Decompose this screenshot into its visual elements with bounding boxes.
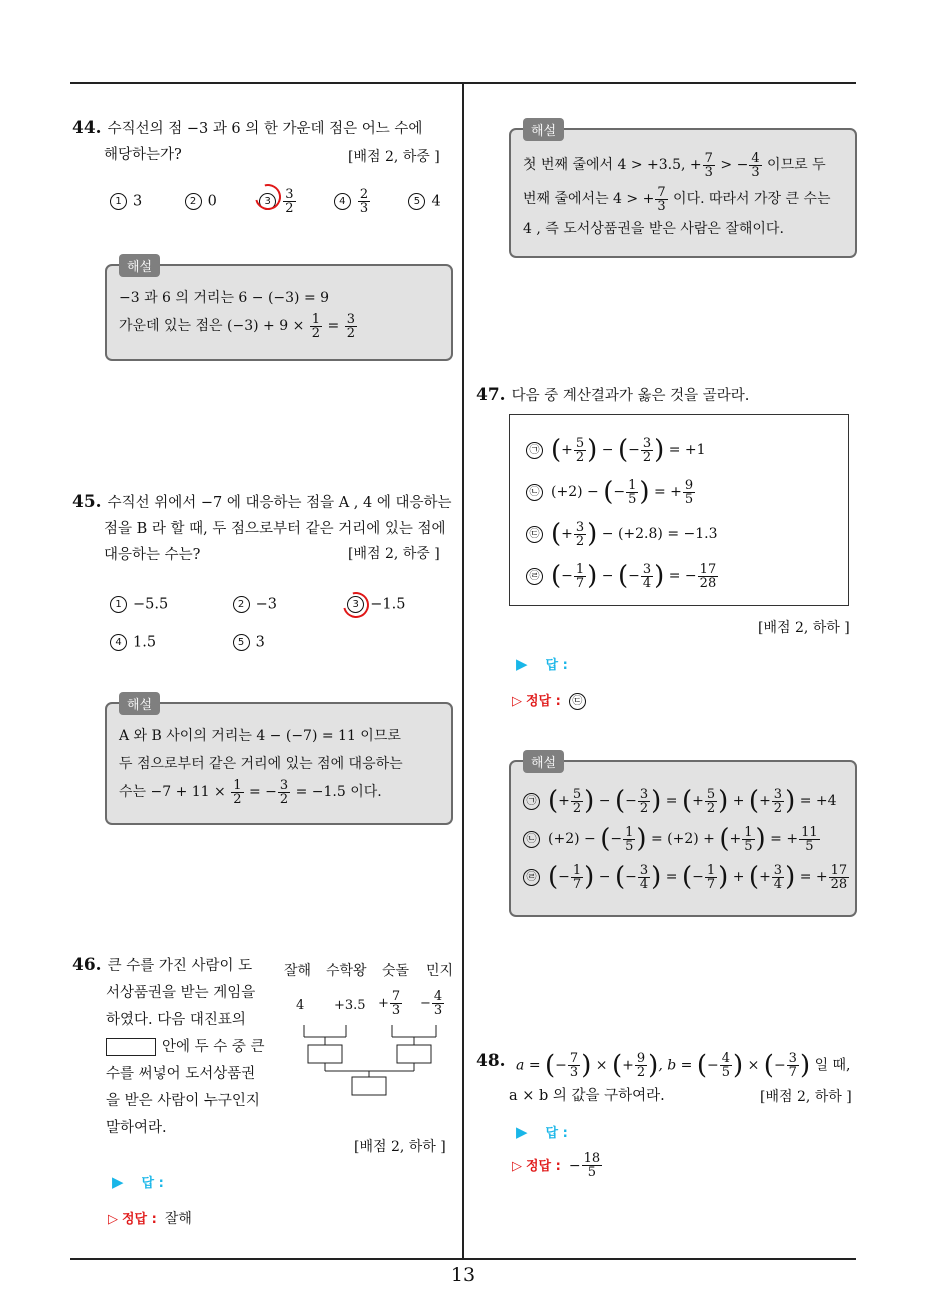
play-arrow-icon: ▶ — [516, 655, 528, 673]
bracket-blank[interactable] — [308, 1045, 342, 1063]
solution-line: 번째 줄에서는 4 > + $\frac{7}{3}$ 이다. 따라서 가장 큰 수는 — [523, 184, 831, 214]
q45-solution-box — [105, 698, 453, 825]
question-text: 점을 B 라 할 때, 두 점으로부터 같은 거리에 있는 점에 — [104, 521, 446, 537]
option-value: 0 — [207, 193, 217, 210]
question-text: 수직선의 점 −3 과 6 의 한 가운데 점은 어느 수에 — [107, 121, 423, 137]
option-marker: 1 — [110, 596, 127, 613]
option-marker: 5 — [408, 193, 425, 210]
answer-row[interactable]: ▶ 답 : — [112, 1173, 164, 1191]
score-meta: [배점 2, 하하 ] — [354, 1139, 446, 1155]
tournament-bracket — [300, 1025, 450, 1105]
option-2[interactable] — [185, 193, 255, 210]
player-name: 민지 — [426, 963, 454, 979]
bracket-blank[interactable] — [397, 1045, 431, 1063]
expression-row: ㉠ (+ $\frac{5}{2}$ ) − (− $\frac{3}{2}$ ) = +1 — [526, 429, 832, 471]
question-text: a × b 의 값을 구하여라. — [509, 1088, 665, 1104]
question-text: 수를 써넣어 도서상품권 — [106, 1066, 256, 1082]
fraction: $\frac{2}{3}$ — [359, 187, 369, 216]
option-marker: 3 — [259, 193, 276, 210]
option-value: 4 — [431, 193, 441, 210]
outline-arrow-icon: ▷ — [108, 1212, 118, 1227]
option-marker: 5 — [233, 634, 250, 651]
expression-row: ㉡ (+2) − (− $\frac{1}{5}$ ) = + $\frac{9}{5}$ — [526, 471, 832, 513]
question-47 — [476, 384, 749, 405]
question-text: 안에 두 수 중 큰 — [162, 1039, 265, 1055]
question-expression: a = (− $\frac{7}{3}$ ) × (+ $\frac{9}{2}$ ), b = (− $\frac{4}{5}$ ) × (− $\frac{3}{7}$ ) 일 때, — [516, 1050, 851, 1081]
question-text: 해당하는가? — [104, 147, 182, 163]
option-marker: 3 — [347, 596, 364, 613]
solution-line: ㉡ (+2) − (− $\frac{1}{5}$ ) = (+2) + (+ $\frac{1}{5}$ ) = + $\frac{11}{5}$ — [523, 820, 843, 858]
option-marker: 4 — [334, 193, 351, 210]
answer-circle-mark — [338, 587, 374, 623]
option-marker: 4 — [110, 634, 127, 651]
column-divider — [462, 82, 464, 1259]
question-text: 대응하는 수는? — [104, 547, 201, 563]
q44-solution-box — [105, 260, 453, 361]
score-meta: [배점 2, 하하 ] — [760, 1089, 852, 1105]
question-number: 44. — [72, 118, 102, 138]
tournament-values — [296, 990, 466, 1030]
option-5[interactable]: 5 3 — [233, 634, 313, 651]
option-marker: 2 — [185, 193, 202, 210]
option-5[interactable] — [408, 193, 458, 210]
solution-tag: 해설 — [523, 118, 564, 141]
option-3[interactable]: 3 −1.5 — [347, 596, 427, 613]
player-name: 수학왕 — [326, 963, 367, 979]
question-text: 말하여라. — [106, 1120, 167, 1136]
play-arrow-icon: ▶ — [112, 1173, 124, 1191]
question-text: 수직선 위에서 −7 에 대응하는 점을 A , 4 에 대응하는 — [107, 495, 452, 511]
solution-line: 4 , 즉 도서상품권을 받은 사람은 잘해이다. — [523, 221, 784, 237]
blank-box — [106, 1038, 156, 1056]
question-number: 46. — [72, 955, 102, 975]
solution-tag: 해설 — [119, 254, 160, 277]
score-meta: [배점 2, 하중 ] — [348, 546, 440, 562]
bottom-rule — [70, 1258, 856, 1260]
play-arrow-icon: ▶ — [516, 1123, 528, 1141]
option-marker: 1 — [110, 193, 127, 210]
player-value: +3.5 — [334, 998, 366, 1013]
question-text: 하였다. 다음 대진표의 — [106, 1012, 246, 1028]
outline-arrow-icon: ▷ — [512, 1158, 522, 1174]
question-text: 서상품권을 받는 게임을 — [106, 985, 256, 1001]
question-text: 다음 중 계산결과가 옳은 것을 골라라. — [511, 388, 750, 404]
question-46 — [72, 952, 277, 1142]
q45-options-row2 — [110, 634, 313, 651]
answer-row[interactable]: ▶ 답 : — [516, 1123, 568, 1141]
solution-line: ㉠ (+ $\frac{5}{2}$ ) − (− $\frac{3}{2}$ ) = (+ $\frac{5}{2}$ ) + (+ $\frac{3}{2}$ ) = +4 — [523, 782, 843, 820]
q45-options-row1 — [110, 596, 427, 613]
option-value: 3 — [133, 193, 143, 210]
score-meta: [배점 2, 하중 ] — [348, 149, 440, 165]
answer-circle-mark — [250, 179, 286, 215]
score-meta: [배점 2, 하하 ] — [758, 620, 850, 636]
question-number: 45. — [72, 492, 102, 512]
expression-row: ㉣ (− $\frac{1}{7}$ ) − (− $\frac{3}{4}$ ) = − $\frac{17}{28}$ — [526, 555, 832, 597]
option-marker: 2 — [233, 596, 250, 613]
bracket-final-blank[interactable] — [352, 1077, 386, 1095]
q44-options — [110, 188, 458, 215]
option-1[interactable]: 1 −5.5 — [110, 596, 228, 613]
option-2[interactable]: 2 −3 — [233, 596, 343, 613]
player-name: 잘해 — [284, 963, 312, 979]
solution-tag: 해설 — [119, 692, 160, 715]
solution-line: −3 과 6 의 거리는 6 − (−3) = 9 — [119, 290, 330, 306]
solution-line: 두 점으로부터 같은 거리에 있는 점에 대응하는 — [119, 756, 403, 772]
option-4[interactable] — [334, 188, 404, 215]
q47-expression-box — [509, 414, 849, 606]
solution-line: 가운데 있는 점은 (−3) + 9 × $\frac{1}{2}$ = $\frac{3}{2}$ — [119, 311, 355, 341]
question-text: 큰 수를 가진 사람이 도 — [107, 958, 253, 974]
page-number: 13 — [450, 1264, 476, 1286]
player-value: + $\frac{7}{3}$ — [378, 989, 401, 1018]
player-value: 4 — [296, 998, 305, 1013]
player-name: 숫돌 — [382, 963, 410, 979]
solution-tag: 해설 — [523, 750, 564, 773]
question-number: 48. — [476, 1050, 506, 1071]
solution-line: A 와 B 사이의 거리는 4 − (−7) = 11 이므로 — [119, 728, 401, 744]
question-number: 47. — [476, 385, 506, 405]
expression-row: ㉢ (+ $\frac{3}{2}$ ) − (+2.8) = −1.3 — [526, 513, 832, 555]
solution-line: 수는 −7 + 11 × $\frac{1}{2}$ = − $\frac{3}{2}$ = −1.5 이다. — [119, 777, 382, 807]
question-text: 을 받은 사람이 누구인지 — [106, 1093, 260, 1109]
question-48 — [476, 1044, 851, 1079]
correct-answer-row: ▷ 정답 : − $\frac{18}{5}$ — [512, 1151, 601, 1180]
solution-line: ㉣ (− $\frac{1}{7}$ ) − (− $\frac{3}{4}$ ) = (− $\frac{1}{7}$ ) + (+ $\frac{3}{4}$ ) = + $\frac{17}{28}$ — [523, 858, 843, 896]
q47-solution-box — [509, 756, 857, 917]
correct-answer-row: ▷ 정답 : 잘해 — [108, 1211, 192, 1227]
option-4[interactable]: 4 1.5 — [110, 634, 228, 651]
player-value: − $\frac{4}{3}$ — [420, 989, 443, 1018]
correct-answer-row: ▷ 정답 : ㉢ — [512, 690, 594, 710]
answer-row[interactable]: ▶ 답 : — [516, 655, 568, 673]
option-1[interactable] — [110, 193, 180, 210]
option-3[interactable] — [259, 188, 329, 215]
q46-solution-box — [509, 124, 857, 258]
outline-arrow-icon: ▷ — [512, 694, 522, 709]
fraction: $\frac{3}{2}$ — [285, 187, 294, 216]
solution-line: 첫 번째 줄에서 4 > +3.5, + $\frac{7}{3}$ > − $\frac{4}{3}$ 이므로 두 — [523, 150, 826, 180]
